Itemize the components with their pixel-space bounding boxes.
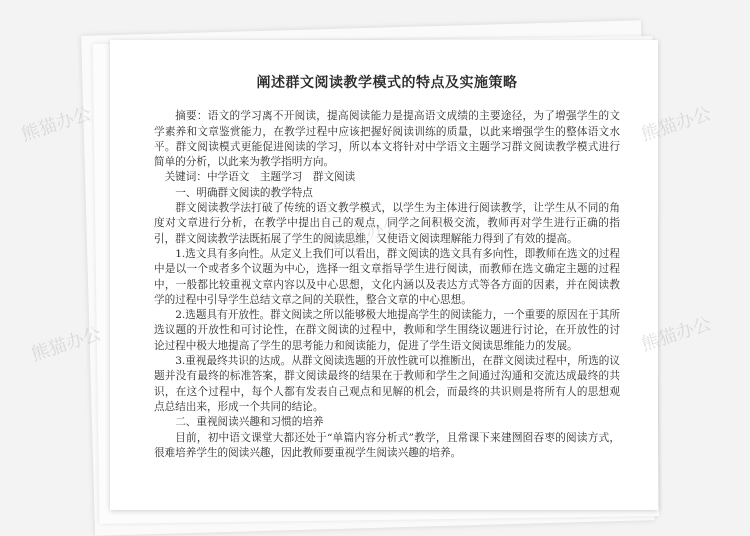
watermark-text: 熊猫办公: [638, 103, 714, 146]
watermark-text: 熊猫办公: [638, 313, 714, 356]
document-page: [110, 40, 658, 510]
section-heading-2: 二、重视阅读兴趣和习惯的培养: [175, 416, 324, 429]
watermark-text: 熊猫办公: [328, 213, 404, 256]
paragraph-5: 目前，初中语文课堂大都还处于“单篇内容分析式”教学，且常课下来建囫囵吞枣的阅读方式，很难培养学生的阅读兴趣，因此教师要重视学生阅读兴趣的培养。: [154, 431, 620, 459]
paragraph-3: 2.选题具有开放性。群文阅读之所以能够极大地提高学生的阅读能力，一个重要的原因在于其所选议题的开放性和可讨论性，在群文阅读的过程中，教师和学生围绕议题进行讨论，在开放性的讨论过程中极大地提高了学生的思考能力和阅读能力，促进了学生语文阅读思维能力的发展。: [154, 309, 620, 352]
abstract: 摘要：语文的学习离不开阅读，提高阅读能力是提高语文成绩的主要途径，为了增强学生的文学素养和文章鉴赏能力，在教学过程中应该把握好阅读训练的质量，以此来增强学生的整体语文水平。群文阅读模式更能促进阅读的学习，所以本文将针对中学语文主题学习群文阅读教学模式进行简单的分析，以此来为教学指明方向。: [154, 110, 620, 169]
keywords: 关键词：中学语文 主题学习 群文阅读: [164, 171, 356, 184]
watermark-text: 熊猫办公: [18, 103, 94, 146]
paragraph-1: 群文阅读教学法打破了传统的语文教学模式，以学生为主体进行阅读教学，让学生从不同的角度对文章进行分析，在教学中提出自己的观点，同学之间积极交流，教师再对学生进行正确的指引，群文阅读教学法既拓展了学生的阅读思维，又使语文阅读理解能力得到了有效的提高。: [154, 202, 620, 245]
section-heading-1: 一、明确群文阅读的教学特点: [175, 186, 313, 199]
document-title: 阐述群文阅读教学模式的特点及实施策略: [256, 75, 518, 91]
paragraph-4: 3.重视最终共识的达成。从群文阅读选题的开放性就可以推断出，在群文阅读过程中，所选的议题并没有最终的标准答案，群文阅读最终的结果在于教师和学生之间通过沟通和交流达成最终的共识，在这个过程中，每个人都有发表自己观点和见解的机会，而最终的共识则是将所有人的思想观点总结出来，形成一个共同的结论。: [154, 355, 620, 413]
watermark-text: 熊猫办公: [28, 323, 104, 366]
paragraph-2: 1.选文具有多向性。从定义上我们可以看出，群文阅读的选文具有多向性，即教师在选文的过程中是以一个或者多个议题为中心，选择一组文章指导学生进行阅读，而教师在选文确定主题的过程中，一般都比较重视文章内容以及中心思想，文化内涵以及表达方式等各方面的因素，并在阅读教学的过程中引导学生总结文章之间的关联性，整合文章的中心思想。: [154, 247, 620, 306]
